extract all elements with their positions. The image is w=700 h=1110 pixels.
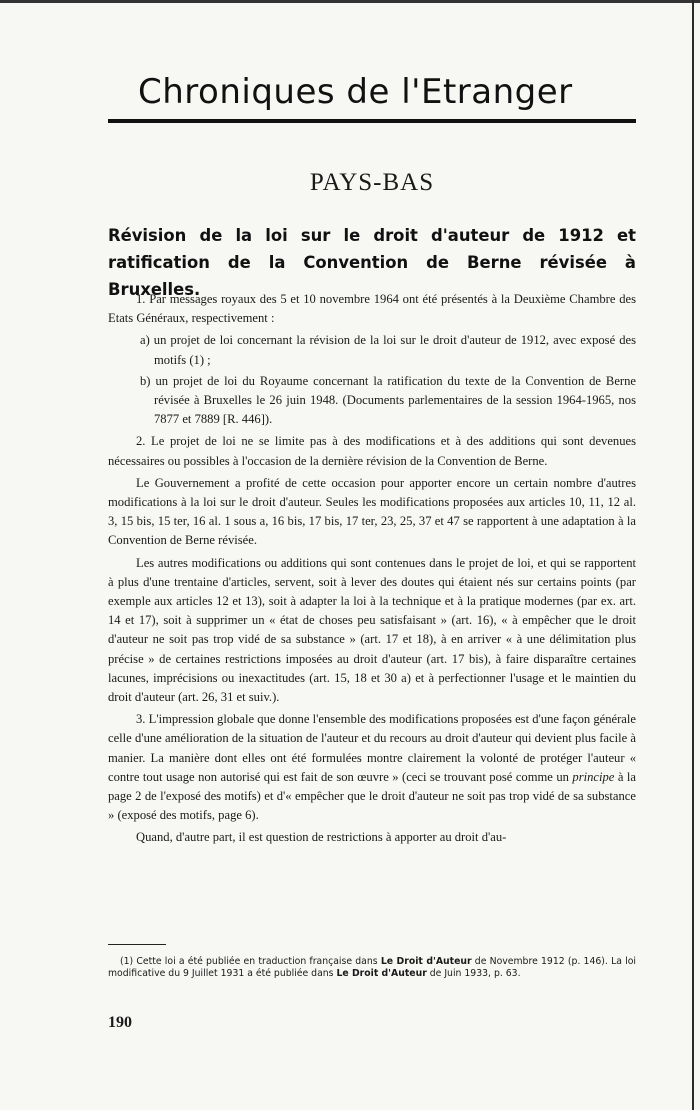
- paragraph-5-part-1: 3. L'impression globale que donne l'ensemble des modifications proposées est d'une façon générale celle d'une amélioration de la situation de l'auteur et du recours au droit d'auteur qui devient plus facile à manier. La manière dont elles ont été formulées montre clairement la volonté de protéger l'auteur « contre tout usage non autorisé qui est fait de son œuvre » (ceci se trouvant posé comme un: [108, 712, 636, 784]
- article-title-line-1: Révision de la loi sur le droit d'auteur de 1912 et: [108, 226, 636, 245]
- paragraph-6: Quand, d'autre part, il est question de restrictions à apporter au droit d'au-: [136, 830, 507, 845]
- paragraph-5: [108, 710, 636, 825]
- country-title: PAYS-BAS: [309, 169, 435, 196]
- scan-top-edge: [0, 0, 700, 3]
- list-item-b: b) un projet de loi du Royaume concernant la ratification du texte de la Convention de Berne révisée à Bruxelles le 26 juin 1948. (Documents parlementaires de la session 1964-1965, nos 7877 et 7889 [R. 446]).: [140, 373, 636, 427]
- paragraph-2: 2. Le projet de loi ne se limite pas à des modifications et à des additions qui sont devenues nécessaires ou possibles à l'occasion de la dernière révision de la Convention de Berne.: [108, 434, 636, 468]
- article-title-line-2: ratification de la Convention de Berne révisée à Bruxelles.: [108, 253, 636, 299]
- page-number: 190: [108, 1014, 132, 1031]
- paragraph-1: 1. Par messages royaux des 5 et 10 novembre 1964 ont été présentés à la Deuxième Chambre des Etats Généraux, respectivement :: [108, 292, 636, 326]
- scan-right-edge: [692, 0, 694, 1110]
- paragraph-4: Les autres modifications ou additions qui sont contenues dans le projet de loi, et qui se rapportent à plus d'une trentaine d'articles, servent, soit à lever des doutes qui étaient nés sur certains points (par exemple aux articles 12 et 13), soit à adapter la loi à la technique et à la pratique modernes (par ex. art. 14 et 17), soit à supprimer un « état de choses peu satisfaisant » (art. 16), « à empêcher que le droit d'auteur ne soit pas trop vidé de sa substance » (art. 17 et 18), à en arriver « à une délimitation plus précise » de certaines restrictions imposées au droit d'auteur (art. 17 bis), à faire disparaître certaines lacunes, imprécisions ou inexactitudes (art. 15, 18 et 30 a) et à perfectionner l'usage et le maintien du droit d'auteur (art. 26, 31 et suiv.).: [108, 555, 636, 705]
- paragraph-5-part-2: à la page 2 de l'exposé des motifs) et d'« empêcher que le droit d'auteur ne soit pas trop vidé de sa substance » (exposé des motifs, page 6).: [108, 769, 637, 823]
- section-heading: Chroniques de l'Etranger: [138, 72, 573, 112]
- article-body: [108, 290, 636, 848]
- heading-rule: [108, 119, 636, 123]
- emphasis-principe: principe: [572, 769, 615, 784]
- footnote-journal-1: Le Droit d'Auteur: [380, 956, 472, 967]
- paragraph-3: Le Gouvernement a profité de cette occasion pour apporter encore un certain nombre d'autres modifications à la loi sur le droit d'auteur. Seules les modifications proposées aux articles 10, 11, 12 al. 3, 15 bis, 15 ter, 16 al. 1 sous a, 16 bis, 17 bis, 17 ter, 23, 25, 37 et 47 se rapportent à une adaptation à la Convention de Berne révisée.: [108, 475, 636, 548]
- footnote-text-2: de Novembre 1912 (p. 146). La loi modificative du 9 Juillet 1931 a été publiée dans: [108, 956, 637, 979]
- footnote-text-1: (1) Cette loi a été publiée en traduction française dans: [120, 956, 381, 967]
- footnote-text-3: de Juin 1933, p. 63.: [426, 968, 521, 979]
- list-item-a: a) un projet de loi concernant la révision de la loi sur le droit d'auteur de 1912, avec exposé des motifs (1) ;: [140, 333, 636, 367]
- footnote: [108, 956, 636, 980]
- footnote-journal-2: Le Droit d'Auteur: [336, 968, 427, 979]
- footnote-rule: [108, 944, 166, 945]
